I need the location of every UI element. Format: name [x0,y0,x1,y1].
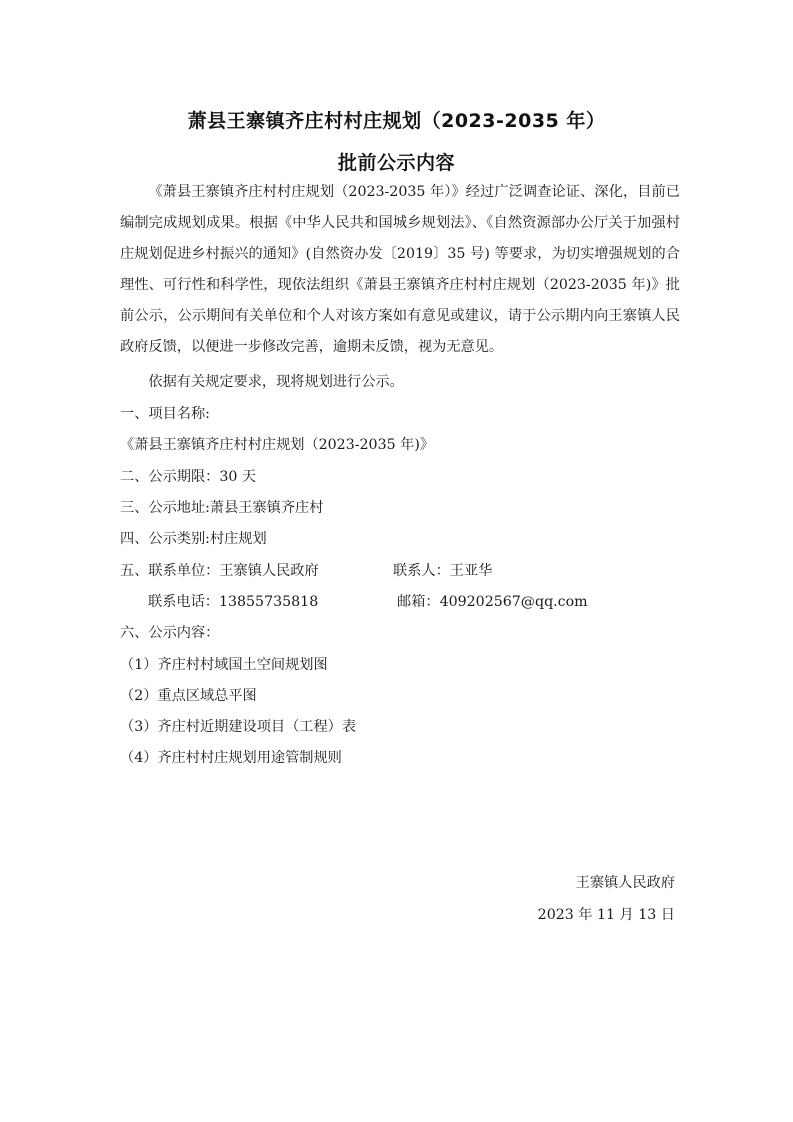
publicity-address: 三、公示地址:萧县王寨镇齐庄村 [120,500,324,516]
contact-phone: 联系电话：13855735818 [148,594,319,610]
document-subtitle: 批前公示内容 [337,152,455,174]
intro-paragraph: 《萧县王寨镇齐庄村村庄规划（2023-2035 年）》经过广泛调查论证、深化，目前已编制完成规划成果。根据《中华人民共和国城乡规划法》、《自然资源部办公厅关于加强村庄规划促进乡村振兴的通知》(自然资办发〔2019〕35 号) 等要求，为切实增强规划的合理性、可行性和科学性，现依法组织《萧县王寨镇齐庄村村庄规划（2023-2035 年)》批前公示，公示期间有关单位和个人对该方案如有意见或建议，请于公示期内向王寨镇人民政府反馈，以便进一步修改完善，逾期未反馈，视为无意见。 [120,184,680,355]
contact-person: 联系人：王亚华 [393,563,493,579]
basis-paragraph: 依据有关规定要求，现将规划进行公示。 [148,374,404,390]
contact-unit: 五、联系单位：王寨镇人民政府 [120,563,319,579]
project-name: 《萧县王寨镇齐庄村村庄规划（2023-2035 年)》 [120,437,435,453]
document-title: 萧县王寨镇齐庄村村庄规划（2023-2035 年） [187,110,606,132]
publicity-period: 二、公示期限：30 天 [120,469,257,485]
contact-email: 邮箱：409202567@qq.com [397,594,588,610]
project-name-heading: 一、项目名称: [120,406,210,422]
signature-date: 2023 年 11 月 13 日 [537,907,675,923]
publicity-category: 四、公示类别:村庄规划 [120,531,267,547]
signature-org: 王寨镇人民政府 [575,875,675,891]
content-item: （1）齐庄村村域国土空间规划图 [120,657,328,673]
content-item: （4）齐庄村村庄规划用途管制规则 [120,750,342,766]
content-item: （2）重点区域总平图 [120,688,257,704]
content-heading: 六、公示内容： [120,625,220,641]
content-item: （3）齐庄村近期建设项目（工程）表 [120,719,357,735]
